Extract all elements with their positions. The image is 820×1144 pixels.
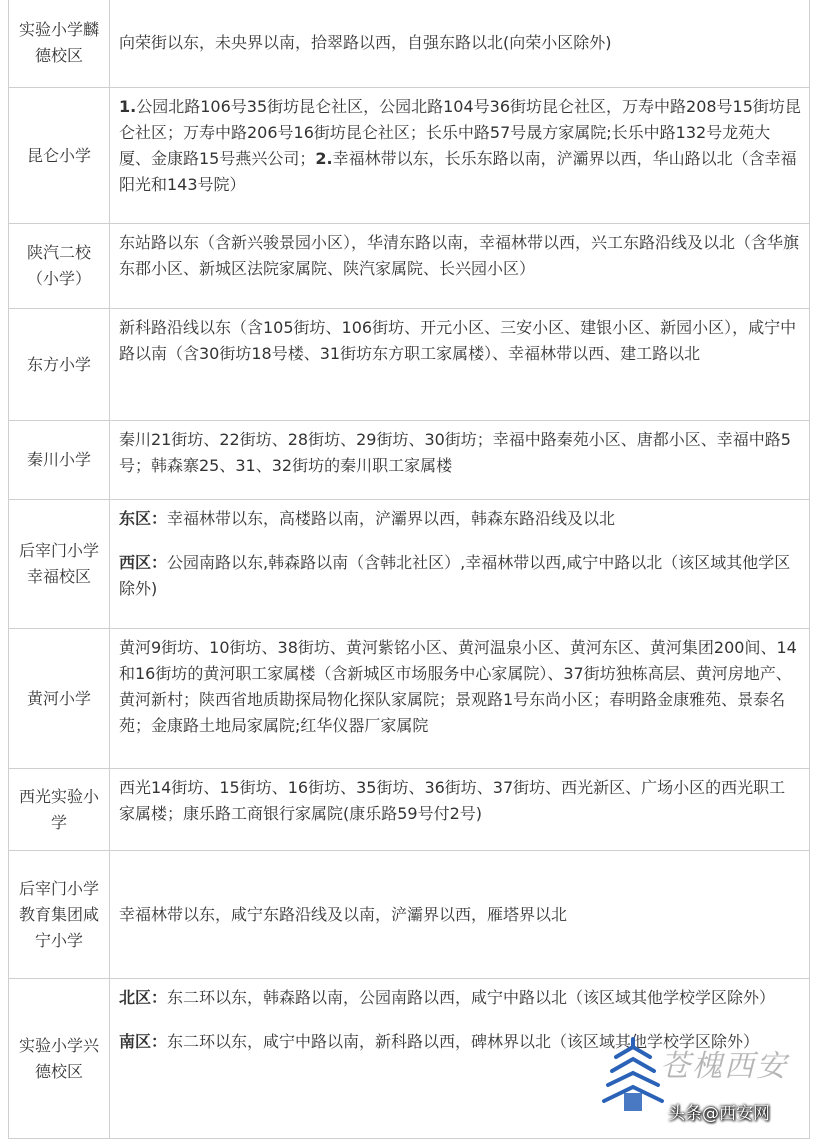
credit-prefix: 头条: [668, 1104, 702, 1124]
school-name: 西光实验小学: [9, 769, 110, 851]
table-row: [9, 851, 810, 979]
table-row: [9, 224, 810, 309]
district-area: [110, 500, 810, 629]
school-name: 陕汽二校（小学）: [9, 224, 110, 309]
item-number: 1.: [119, 97, 137, 116]
subdistrict-label: 东区：: [119, 509, 168, 528]
area-subdistrict: [119, 506, 801, 532]
subdistrict-text: 东二环以东，韩森路以南，公园南路以西，咸宁中路以北（该区域其他学校学区除外）: [167, 988, 776, 1007]
area-subdistrict: [119, 985, 801, 1011]
subdistrict-text: 东二环以东，咸宁中路以南，新科路以西，碑林界以北（该区域其他学校学区除外）: [167, 1032, 760, 1051]
credit-at: @: [702, 1104, 719, 1124]
subdistrict-label: 西区：: [119, 553, 168, 572]
item-number: 2.: [315, 149, 333, 168]
school-name: 昆仑小学: [9, 88, 110, 224]
district-area: [110, 0, 810, 88]
table-row: [9, 0, 810, 88]
table-row: [9, 629, 810, 769]
table-row: [9, 421, 810, 500]
district-area: [110, 629, 810, 769]
subdistrict-text: 幸福林带以东，高楼路以南，浐灞界以西，韩森东路沿线及以北: [167, 509, 616, 528]
district-area: [110, 851, 810, 979]
school-name: 后宰门小学教育集团咸宁小学: [9, 851, 110, 979]
credit-name: 西安网: [719, 1104, 770, 1124]
area-subdistrict: [119, 1029, 801, 1055]
school-district-table: [8, 0, 810, 1139]
subdistrict-label: 南区：: [119, 1032, 168, 1051]
area-text: 东站路以东（含新兴骏景园小区），华清东路以南，幸福林带以西，兴工东路沿线及以北（含华旗东郡小区、新城区法院家属院、陕汽家属院、长兴园小区）: [119, 233, 800, 278]
district-area: [110, 421, 810, 500]
school-name: 黄河小学: [9, 629, 110, 769]
table-row: [9, 979, 810, 1139]
district-area: [110, 224, 810, 309]
school-name: 后宰门小学幸福校区: [9, 500, 110, 629]
school-name: 实验小学兴德校区: [9, 979, 110, 1139]
subdistrict-label: 北区：: [119, 988, 168, 1007]
area-text: 向荣街以东，未央界以南，拾翠路以西，自强东路以北(向荣小区除外): [119, 33, 612, 52]
table-row: [9, 500, 810, 629]
area-text: 秦川21街坊、22街坊、28街坊、29街坊、30街坊；幸福中路秦苑小区、唐都小区、幸福中路5号；韩森寨25、31、32街坊的秦川职工家属楼: [119, 430, 791, 475]
district-area: [110, 769, 810, 851]
table-row: [9, 88, 810, 224]
item-text: 公园北路106号35街坊昆仑社区，公园北路104号36街坊昆仑社区，万寿中路208号15街坊昆仑社区；万寿中路206号16街坊昆仑社区；长乐中路57号晟方家属院;长乐中路132号龙苑大厦、金康路15号燕兴公司；: [119, 97, 801, 168]
district-area: [110, 979, 810, 1139]
district-area: [110, 88, 810, 224]
area-text: 新科路沿线以东（含105街坊、106街坊、开元小区、三安小区、建银小区、新园小区），咸宁中路以南（含30街坊18号楼、31街坊东方职工家属楼）、幸福林带以西、建工路以北: [119, 318, 797, 363]
area-text: 黄河9街坊、10街坊、38街坊、黄河紫铭小区、黄河温泉小区、黄河东区、黄河集团200间、14和16街坊的黄河职工家属楼（含新城区市场服务中心家属院）、37街坊独栋高层、黄河房地产、黄河新村；陕西省地质勘探局物化探队家属院；景观路1号东尚小区；春明路金康雅苑、景泰名苑；金康路土地局家属院;红华仪器厂家属院: [119, 638, 797, 735]
table-row: [9, 309, 810, 421]
area-text: 西光14街坊、15街坊、16街坊、35街坊、36街坊、37街坊、西光新区、广场小区的西光职工家属楼；康乐路工商银行家属院(康乐路59号付2号): [119, 778, 786, 823]
area-text: [119, 94, 801, 198]
district-area: [110, 309, 810, 421]
watermark-calligraphy: 苍槐西安: [660, 1049, 788, 1084]
item-text: 幸福林带以东，长乐东路以南，浐灞界以西，华山路以北（含幸福阳光和143号院）: [119, 149, 797, 194]
subdistrict-text: 公园南路以东,韩森路以南（含韩北社区）,幸福林带以西,咸宁中路以北（该区域其他学区除外): [119, 553, 791, 598]
area-text: 幸福林带以东，咸宁东路沿线及以南，浐灞界以西，雁塔界以北: [119, 904, 568, 924]
school-name: 东方小学: [9, 309, 110, 421]
table-row: [9, 769, 810, 851]
school-name: 实验小学麟德校区: [9, 0, 110, 88]
school-name: 秦川小学: [9, 421, 110, 500]
area-subdistrict: [119, 550, 801, 602]
